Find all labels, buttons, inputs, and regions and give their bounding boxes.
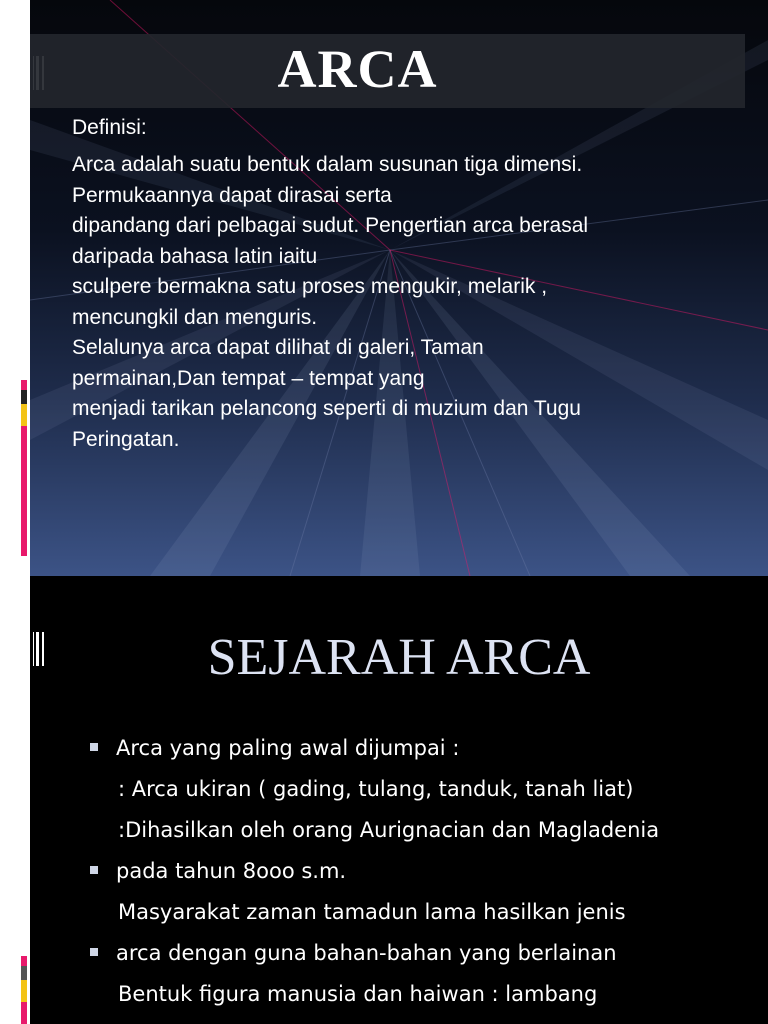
text-line: sculpere bermakna satu proses mengukir, melarik , <box>72 275 548 298</box>
text-line: mencungkil dan menguris. <box>72 305 318 329</box>
definisi-label: Definisi: <box>72 116 147 139</box>
slide-2-title: SEJARAH ARCA <box>207 629 591 686</box>
text-line: menjadi tarikan pelancong seperti di muzium dan Tugu <box>72 397 581 420</box>
bullet-square-icon <box>90 866 98 874</box>
side-accent-bar <box>21 956 27 1024</box>
text-line: Peringatan. <box>72 427 180 451</box>
bullet-square-icon <box>90 743 98 751</box>
side-accent-bar <box>21 380 27 556</box>
bullet-square-icon <box>90 948 98 956</box>
text-line: Permukaannya dapat dirasai serta <box>72 183 392 207</box>
text-line: daripada bahasa latin iaitu <box>72 244 318 268</box>
slide-1-title: ARCA <box>277 39 438 99</box>
text-line: Selalunya arca dapat dilihat di galeri, Taman <box>72 336 484 359</box>
text-line: dipandang dari pelbagai sudut. Pengertian arca berasal <box>72 214 589 237</box>
text-line: Arca adalah suatu bentuk dalam susunan tiga dimensi. <box>72 153 583 176</box>
definition-text <box>72 150 762 455</box>
text-line: permainan,Dan tempat – tempat yang <box>72 366 425 390</box>
slide-2: SEJARAH ARCA Arca yang paling awal dijumpai : : Arca ukiran ( gading, tulang, tanduk, tanah liat) :Dihasilkan oleh orang Aurignacian dan Magladenia pada tahun 8ooo s.m. Masyarakat zaman tamadun lama hasilkan jenis arca dengan guna bahan-bahan yang berlainan Bentuk figura manusia dan haiwan : lambang <box>0 576 768 1024</box>
